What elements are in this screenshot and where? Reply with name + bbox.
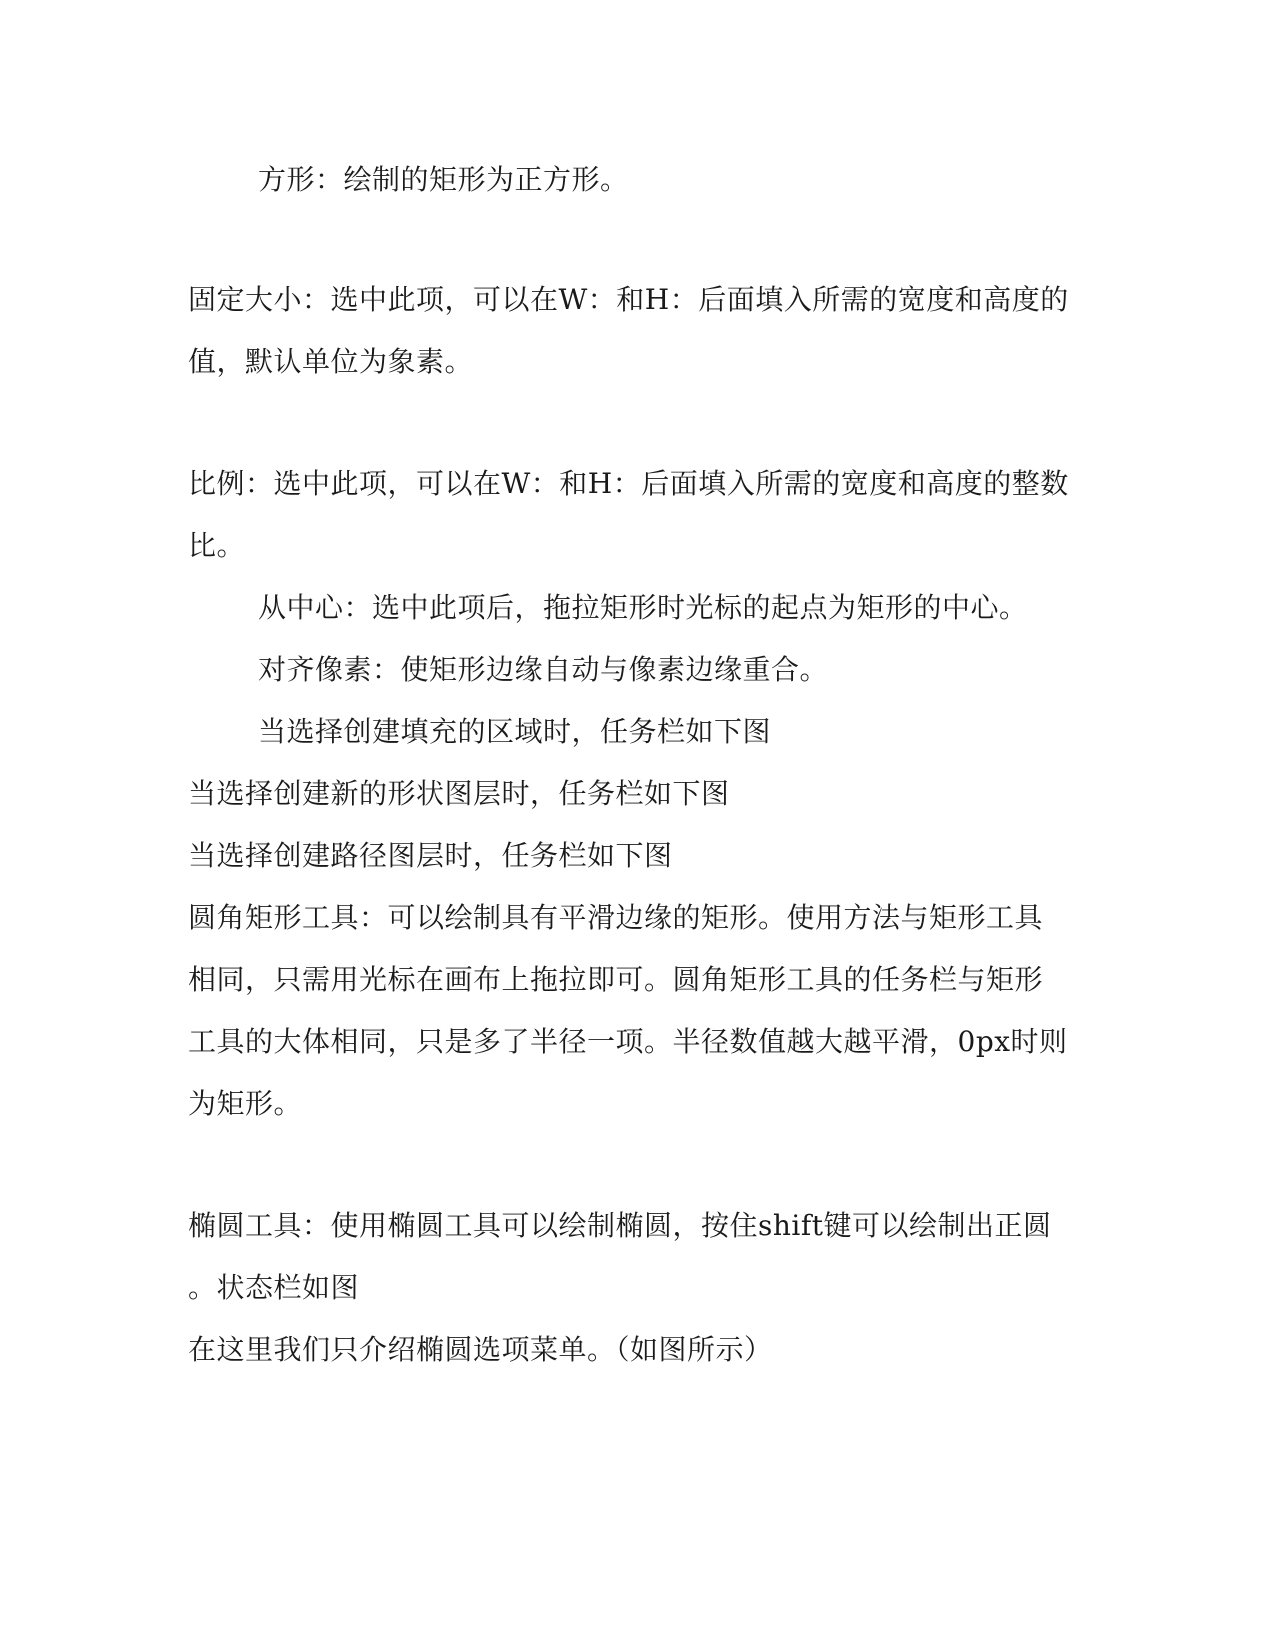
text-line-path-layer: 当选择创建路径图层时，任务栏如下图 — [188, 839, 673, 872]
text-line-shape-layer: 当选择创建新的形状图层时，任务栏如下图 — [188, 777, 730, 810]
text-line-ellipse-tool-cont: 。状态栏如图 — [188, 1271, 360, 1304]
text-line-ellipse-tool: 椭圆工具：使用椭圆工具可以绘制椭圆，按住shift键可以绘制出正圆 — [188, 1209, 1052, 1242]
text-line-ellipse-options: 在这里我们只介绍椭圆选项菜单。（如图所示） — [188, 1333, 773, 1366]
text-line-rounded-rect-cont-3: 为矩形。 — [188, 1087, 303, 1120]
text-line-fill-region: 当选择创建填充的区域时，任务栏如下图 — [258, 715, 772, 748]
text-line-rounded-rect-cont-2: 工具的大体相同，只是多了半径一项。半径数值越大越平滑，0px时则 — [188, 1025, 1068, 1058]
text-line-square: 方形：绘制的矩形为正方形。 — [258, 163, 629, 196]
text-line-rounded-rect: 圆角矩形工具：可以绘制具有平滑边缘的矩形。使用方法与矩形工具 — [188, 901, 1044, 934]
text-line-fixed-size-cont: 值，默认单位为象素。 — [188, 345, 474, 378]
text-line-ratio: 比例：选中此项，可以在W：和H：后面填入所需的宽度和高度的整数 — [188, 467, 1069, 500]
text-line-fixed-size: 固定大小：选中此项，可以在W：和H：后面填入所需的宽度和高度的 — [188, 283, 1069, 316]
text-line-from-center: 从中心：选中此项后，拖拉矩形时光标的起点为矩形的中心。 — [258, 591, 1028, 624]
text-line-ratio-cont: 比。 — [188, 529, 246, 562]
text-line-rounded-rect-cont-1: 相同，只需用光标在画布上拖拉即可。圆角矩形工具的任务栏与矩形 — [188, 963, 1044, 996]
text-line-snap-pixels: 对齐像素：使矩形边缘自动与像素边缘重合。 — [258, 653, 829, 686]
